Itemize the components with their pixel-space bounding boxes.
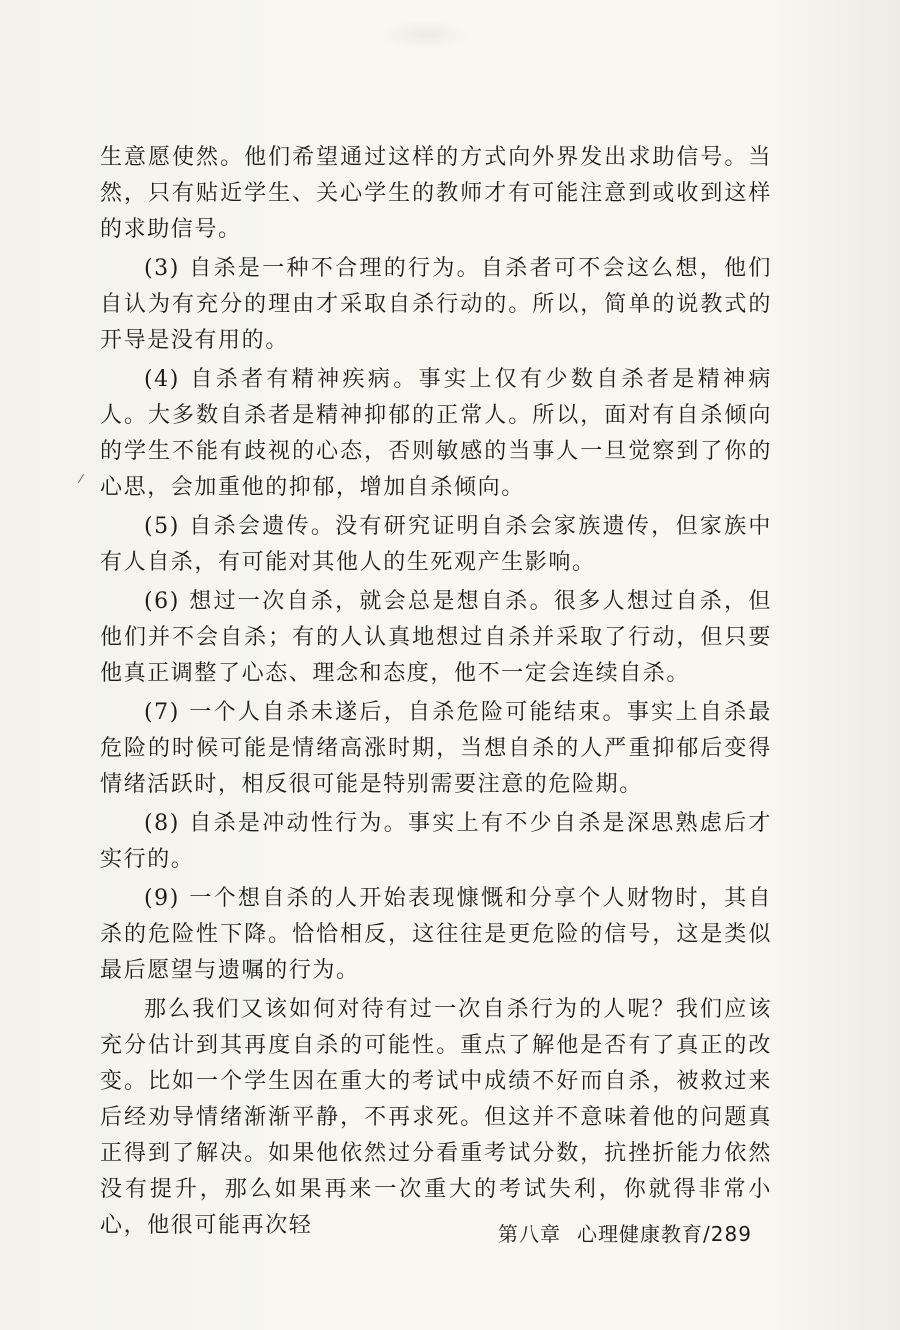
page-footer: [498, 1218, 752, 1247]
paragraph-conclusion: 那么我们又该如何对待有过一次自杀行为的人呢？我们应该充分估计到其再度自杀的可能性。重点了解他是否有了真正的改变。比如一个学生因在重大的考试中成绩不好而自杀，被救过来后经劝导情绪渐渐平静，不再求死。但这并不意味着他的问题真正得到了解决。如果他依然过分看重考试分数，抗挫折能力依然没有提升，那么如果再来一次重大的考试失利，你就得非常小心，他很可能再次轻: [100, 997, 772, 1238]
chapter-title: 心理健康教育: [577, 1222, 703, 1246]
paragraph-item-4: (4) 自杀者有精神疾病。事实上仅有少数自杀者是精神病人。大多数自杀者是精神抑郁的正常人。所以，面对有自杀倾向的学生不能有歧视的心态，否则敏感的当事人一旦觉察到了你的心思，会加重他的抑郁，增加自杀倾向。: [100, 367, 772, 500]
paragraph-item-6: (6) 想过一次自杀，就会总是想自杀。很多人想过自杀，但他们并不会自杀；有的人认真地想过自杀并采取了行动，但只要他真正调整了心态、理念和态度，他不一定会连续自杀。: [100, 589, 772, 686]
paragraph-item-9: (9) 一个想自杀的人开始表现慷慨和分享个人财物时，其自杀的危险性下降。恰恰相反，这往往是更危险的信号，这是类似最后愿望与遗嘱的行为。: [100, 886, 772, 983]
paragraph-item-5: (5) 自杀会遗传。没有研究证明自杀会家族遗传，但家族中有人自杀，有可能对其他人的生死观产生影响。: [100, 514, 772, 575]
paragraph-item-3: (3) 自杀是一种不合理的行为。自杀者可不会这么想，他们自认为有充分的理由才采取自杀行动的。所以，简单的说教式的开导是没有用的。: [100, 256, 772, 353]
body-text: [100, 140, 772, 1247]
page-number: /289: [703, 1222, 752, 1246]
pencil-mark-icon: ⁄: [80, 472, 83, 486]
scan-shadow: [380, 20, 470, 50]
chapter-label: 第八章: [498, 1222, 561, 1246]
paragraph-item-7: (7) 一个人自杀未遂后，自杀危险可能结束。事实上自杀最危险的时候可能是情绪高涨时期，当想自杀的人严重抑郁后变得情绪活跃时，相反很可能是特别需要注意的危险期。: [100, 700, 772, 797]
paragraph-item-8: (8) 自杀是冲动性行为。事实上有不少自杀是深思熟虑后才实行的。: [100, 811, 772, 872]
paragraph-1: 生意愿使然。他们希望通过这样的方式向外界发出求助信号。当然，只有贴近学生、关心学生的教师才有可能注意到或收到这样的求助信号。: [100, 145, 772, 242]
